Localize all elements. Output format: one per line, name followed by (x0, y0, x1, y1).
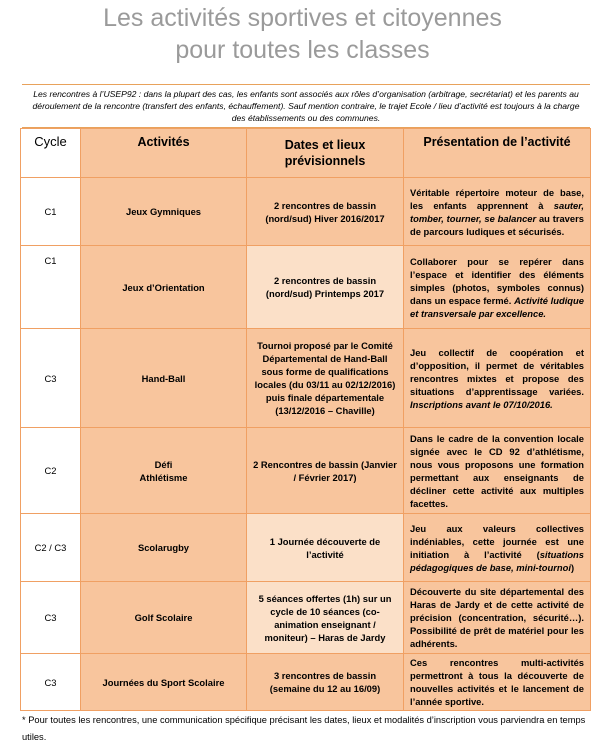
row-description: Véritable répertoire moteur de base, les enfants apprennent à sauter, tomber, tourner, se balancer au travers de parcours ludiques et sécurisés. (404, 178, 591, 246)
row-cycle: C1 (21, 246, 81, 329)
table-header-row (21, 129, 591, 178)
row-dates: 2 rencontres de bassin (nord/sud) Hiver 2016/2017 (247, 178, 404, 246)
page-title (0, 2, 605, 66)
row-activity: Scolarugby (81, 514, 247, 582)
header-presentation: Présentation de l’activité (404, 129, 591, 178)
header-cycle: Cycle (21, 129, 81, 178)
table-row (21, 246, 591, 329)
activity-line-2: Athlétisme (139, 471, 188, 483)
row-cycle: C3 (21, 582, 81, 654)
row-cycle: C2 (21, 428, 81, 514)
row-dates: Tournoi proposé par le Comité Départemental de Hand-Ball sous forme de qualifications locales (du 03/11 au 02/12/2016) puis finale départementale (13/12/2016 – Chaville) (247, 329, 404, 428)
row-dates: 5 séances offertes (1h) sur un cycle de 10 séances (co-animation enseignant / moniteur) – Haras de Jardy (247, 582, 404, 654)
table-row (21, 654, 591, 711)
activities-table (20, 128, 591, 711)
row-activity (81, 428, 247, 514)
title-line-1: Les activités sportives et citoyennes (103, 4, 502, 32)
footnote: * Pour toutes les rencontres, une communication spécifique précisant les dates, lieux et modalités d’inscription vous parviendra en temps utiles. (22, 715, 586, 742)
row-activity: Jeux d’Orientation (81, 246, 247, 329)
table-row (21, 514, 591, 582)
activity-line-1: Défi (154, 458, 173, 470)
table-row (21, 329, 591, 428)
row-description: Jeu collectif de coopération et d’opposition, il permet de véritables rencontres mixtes et propose des situations d’apprentissage variées. Inscriptions avant le 07/10/2016. (404, 329, 591, 428)
row-cycle: C3 (21, 329, 81, 428)
row-cycle: C3 (21, 654, 81, 711)
row-description: Découverte du site départemental des Haras de Jardy et de cette activité de précision (concentration, sécurité…). Possibilité de prêt de matériel pour les adhérents. (404, 582, 591, 654)
table-row (21, 178, 591, 246)
row-description: Jeu aux valeurs collectives indéniables, cette journée est une initiation à l’activité (situations pédagogiques de base, mini-tournoi) (404, 514, 591, 582)
row-activity: Journées du Sport Scolaire (81, 654, 247, 711)
table-row (21, 582, 591, 654)
row-dates: 2 Rencontres de bassin (Janvier / Février 2017) (247, 428, 404, 514)
header-dates: Dates et lieux prévisionnels (247, 129, 404, 178)
row-description: Dans le cadre de la convention locale signée avec le CD 92 d’athlétisme, nous vous proposons une formation permettant aux enseignants de décliner cette activité aux multiples facettes. (404, 428, 591, 514)
row-dates: 1 Journée découverte de l’activité (247, 514, 404, 582)
row-activity: Jeux Gymniques (81, 178, 247, 246)
row-cycle: C2 / C3 (21, 514, 81, 582)
row-description: Ces rencontres multi-activités permettront à tous la découverte de nouvelles activités et le lancement de l’année sportive. (404, 654, 591, 711)
row-activity: Hand-Ball (81, 329, 247, 428)
row-description: Collaborer pour se repérer dans l’espace et identifier des éléments simples (photos, symboles connus) dans un espace fermé. Activité ludique et transversale par excellence. (404, 246, 591, 329)
intro-paragraph: Les rencontres à l’USEP92 : dans la plupart des cas, les enfants sont associés aux rôles d’organisation (arbitrage, secrétariat) et les parents au déroulement de la rencontre (transfert des enfants, échauffement). Sauf mention contraire, le trajet Ecole / lieu d’activité est toujours à la charge des établissements ou des communes. (22, 84, 590, 128)
row-dates: 3 rencontres de bassin (semaine du 12 au 16/09) (247, 654, 404, 711)
table-row (21, 428, 591, 514)
header-activites: Activités (81, 129, 247, 178)
title-line-2: pour toutes les classes (175, 36, 430, 64)
row-dates: 2 rencontres de bassin (nord/sud) Printemps 2017 (247, 246, 404, 329)
row-activity: Golf Scolaire (81, 582, 247, 654)
row-cycle: C1 (21, 178, 81, 246)
